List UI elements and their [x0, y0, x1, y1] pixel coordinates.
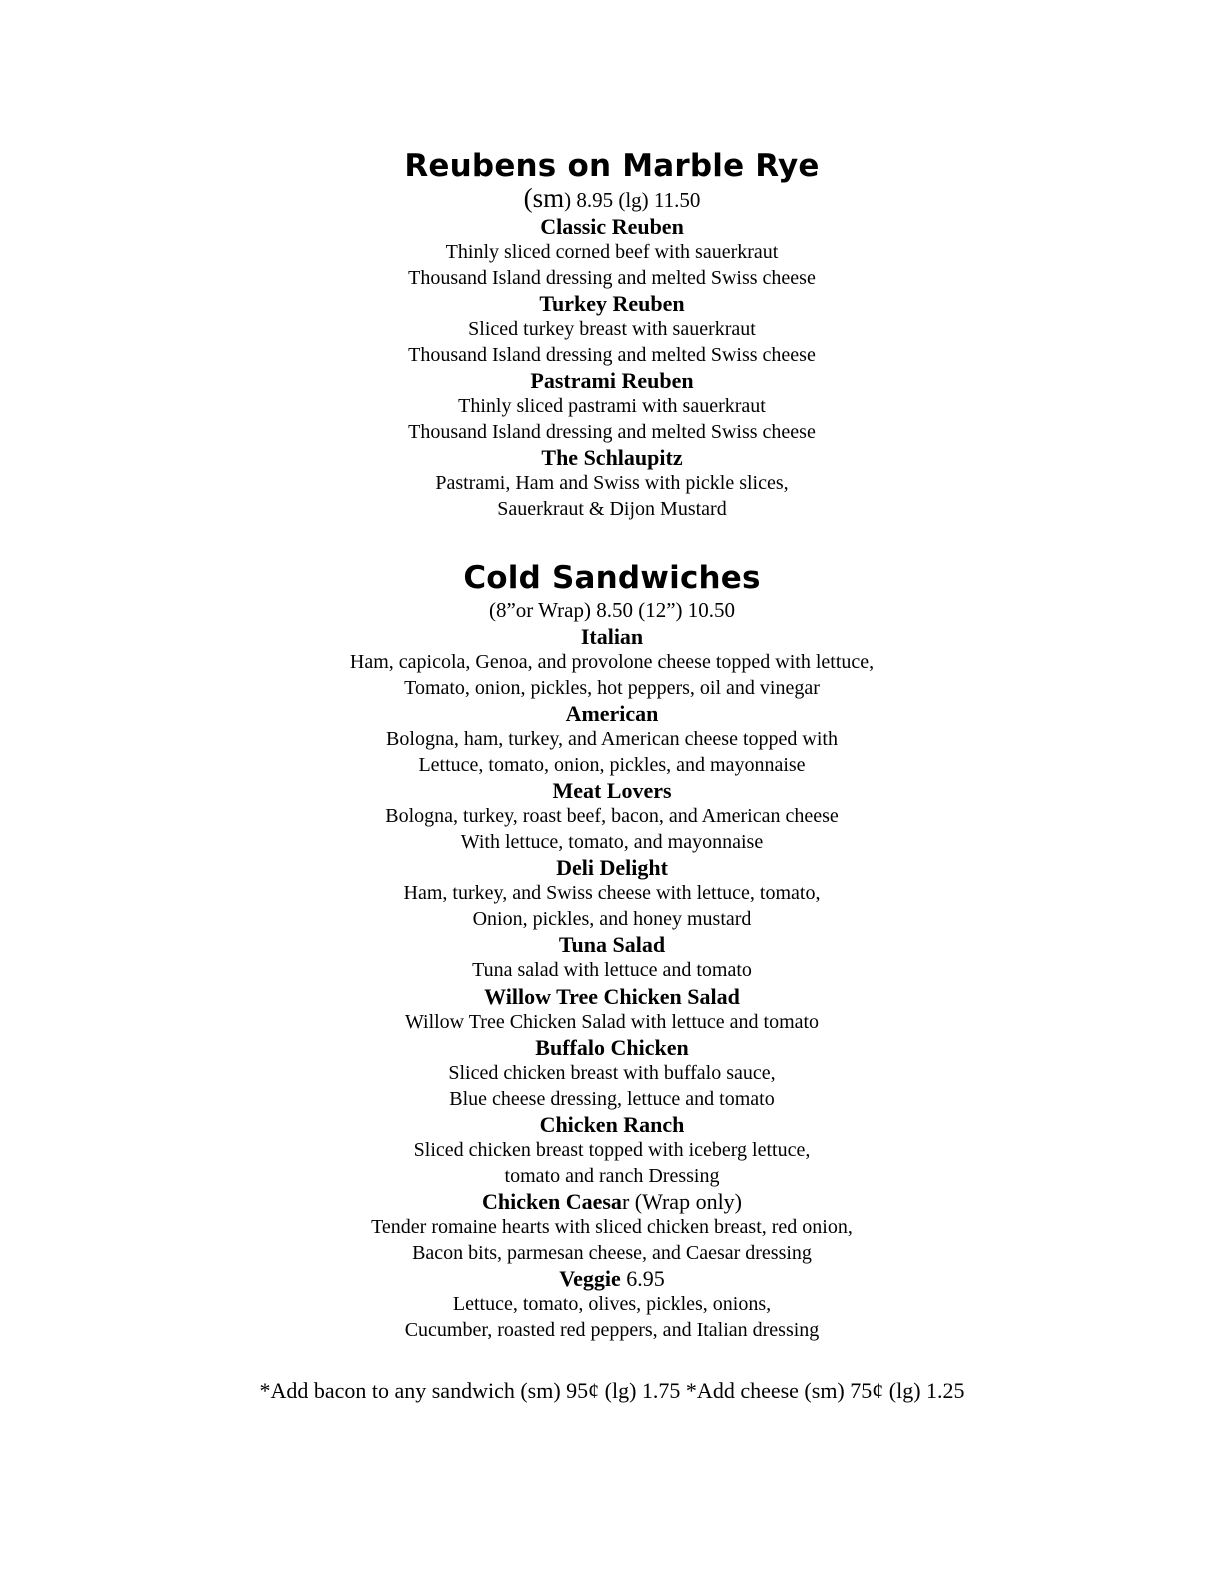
item-name: Italian	[580, 624, 644, 649]
item-desc-line: With lettuce, tomato, and mayonnaise	[460, 830, 764, 853]
item-desc-line: Willow Tree Chicken Salad with lettuce and tomato	[404, 1010, 820, 1033]
item-desc-line: Ham, turkey, and Swiss cheese with lettuce, tomato,	[403, 882, 821, 904]
menu-item-pastrami-reuben	[0, 368, 1224, 445]
menu-item-chicken-ranch	[0, 1112, 1224, 1189]
item-desc-line: Tender romaine hearts with sliced chicken breast, red onion,	[371, 1216, 853, 1238]
menu-item-meat-lovers	[0, 778, 1224, 855]
menu-item-american	[0, 701, 1224, 778]
item-name: Tuna Salad	[558, 932, 666, 957]
item-desc-line: tomato and ranch Dressing	[504, 1164, 720, 1187]
menu-item-willow-tree-chicken-salad	[0, 984, 1224, 1036]
item-name: Turkey Reuben	[539, 291, 685, 316]
section-title-cold-sandwiches: Cold Sandwiches	[463, 560, 761, 596]
item-desc-line: Onion, pickles, and honey mustard	[472, 907, 752, 930]
item-name-suffix: r (Wrap only)	[621, 1189, 743, 1214]
item-desc-line: Blue cheese dressing, lettuce and tomato	[449, 1087, 775, 1110]
item-name: Buffalo Chicken	[535, 1035, 689, 1060]
item-desc-line: Tomato, onion, pickles, hot peppers, oil and vinegar	[404, 676, 820, 699]
menu-item-the-schlaupitz	[0, 445, 1224, 522]
item-desc-line: Sliced chicken breast topped with iceberg lettuce,	[413, 1139, 811, 1161]
item-name: Pastrami Reuben	[530, 368, 694, 393]
item-name-line	[0, 1189, 1224, 1215]
item-desc-line: Bologna, turkey, roast beef, bacon, and American cheese	[385, 805, 839, 827]
cold-sandwiches-section	[0, 559, 1224, 1343]
item-name: American	[565, 701, 659, 726]
item-name: Meat Lovers	[552, 778, 672, 803]
item-desc-line: Thousand Island dressing and melted Swiss cheese	[408, 420, 816, 443]
item-name-line	[0, 1266, 1224, 1292]
reubens-price-prefix: (sm	[523, 183, 565, 213]
menu-item-buffalo-chicken	[0, 1035, 1224, 1112]
item-desc-line: Thinly sliced corned beef with sauerkraut	[445, 241, 779, 263]
menu-item-deli-delight	[0, 855, 1224, 932]
reubens-price-rest: ) 8.95 (lg) 11.50	[564, 188, 701, 212]
item-name: Deli Delight	[556, 855, 668, 880]
item-name: Veggie	[559, 1266, 621, 1291]
menu-item-turkey-reuben	[0, 291, 1224, 368]
item-desc-line: Lettuce, tomato, onion, pickles, and mayonnaise	[418, 753, 806, 776]
reubens-price-line	[0, 185, 1224, 214]
item-name: Willow Tree Chicken Salad	[484, 983, 740, 1009]
item-desc-line: Sliced chicken breast with buffalo sauce,	[448, 1062, 776, 1084]
menu-item-italian	[0, 624, 1224, 701]
item-name: The Schlaupitz	[541, 445, 683, 470]
item-desc-line: Cucumber, roasted red peppers, and Italian dressing	[404, 1318, 820, 1341]
item-desc-line: Bacon bits, parmesan cheese, and Caesar dressing	[412, 1241, 812, 1264]
item-desc-line: Tuna salad with lettuce and tomato	[472, 959, 752, 981]
item-desc-line: Sliced turkey breast with sauerkraut	[468, 318, 756, 340]
item-desc-line: Thinly sliced pastrami with sauerkraut	[458, 395, 766, 417]
cold-price-line: (8”or Wrap) 8.50 (12”) 10.50	[488, 598, 736, 622]
section-title-reubens: Reubens on Marble Rye	[404, 148, 820, 184]
item-desc-line: Thousand Island dressing and melted Swiss cheese	[408, 266, 816, 289]
item-name: Classic Reuben	[540, 214, 684, 239]
menu-item-veggie	[0, 1266, 1224, 1343]
item-desc-line: Thousand Island dressing and melted Swiss cheese	[408, 343, 816, 366]
menu-item-classic-reuben	[0, 214, 1224, 291]
item-desc-line: Ham, capicola, Genoa, and provolone cheese topped with lettuce,	[349, 651, 875, 673]
item-desc-line: Bologna, ham, turkey, and American cheese topped with	[386, 728, 838, 750]
add-ons-footnote: *Add bacon to any sandwich (sm) 95¢ (lg) 1.75 *Add cheese (sm) 75¢ (lg) 1.25	[259, 1378, 965, 1403]
menu-item-tuna-salad	[0, 932, 1224, 984]
item-name: Chicken Ranch	[539, 1112, 685, 1137]
item-desc-line: Pastrami, Ham and Swiss with pickle slices,	[435, 472, 789, 494]
item-name: Chicken Caesa	[481, 1189, 622, 1214]
item-desc-line: Lettuce, tomato, olives, pickles, onions,	[452, 1293, 772, 1315]
item-desc-line: Sauerkraut & Dijon Mustard	[497, 497, 727, 520]
item-price: 6.95	[620, 1266, 665, 1291]
reubens-section	[0, 147, 1224, 522]
menu-item-chicken-caesar	[0, 1189, 1224, 1266]
